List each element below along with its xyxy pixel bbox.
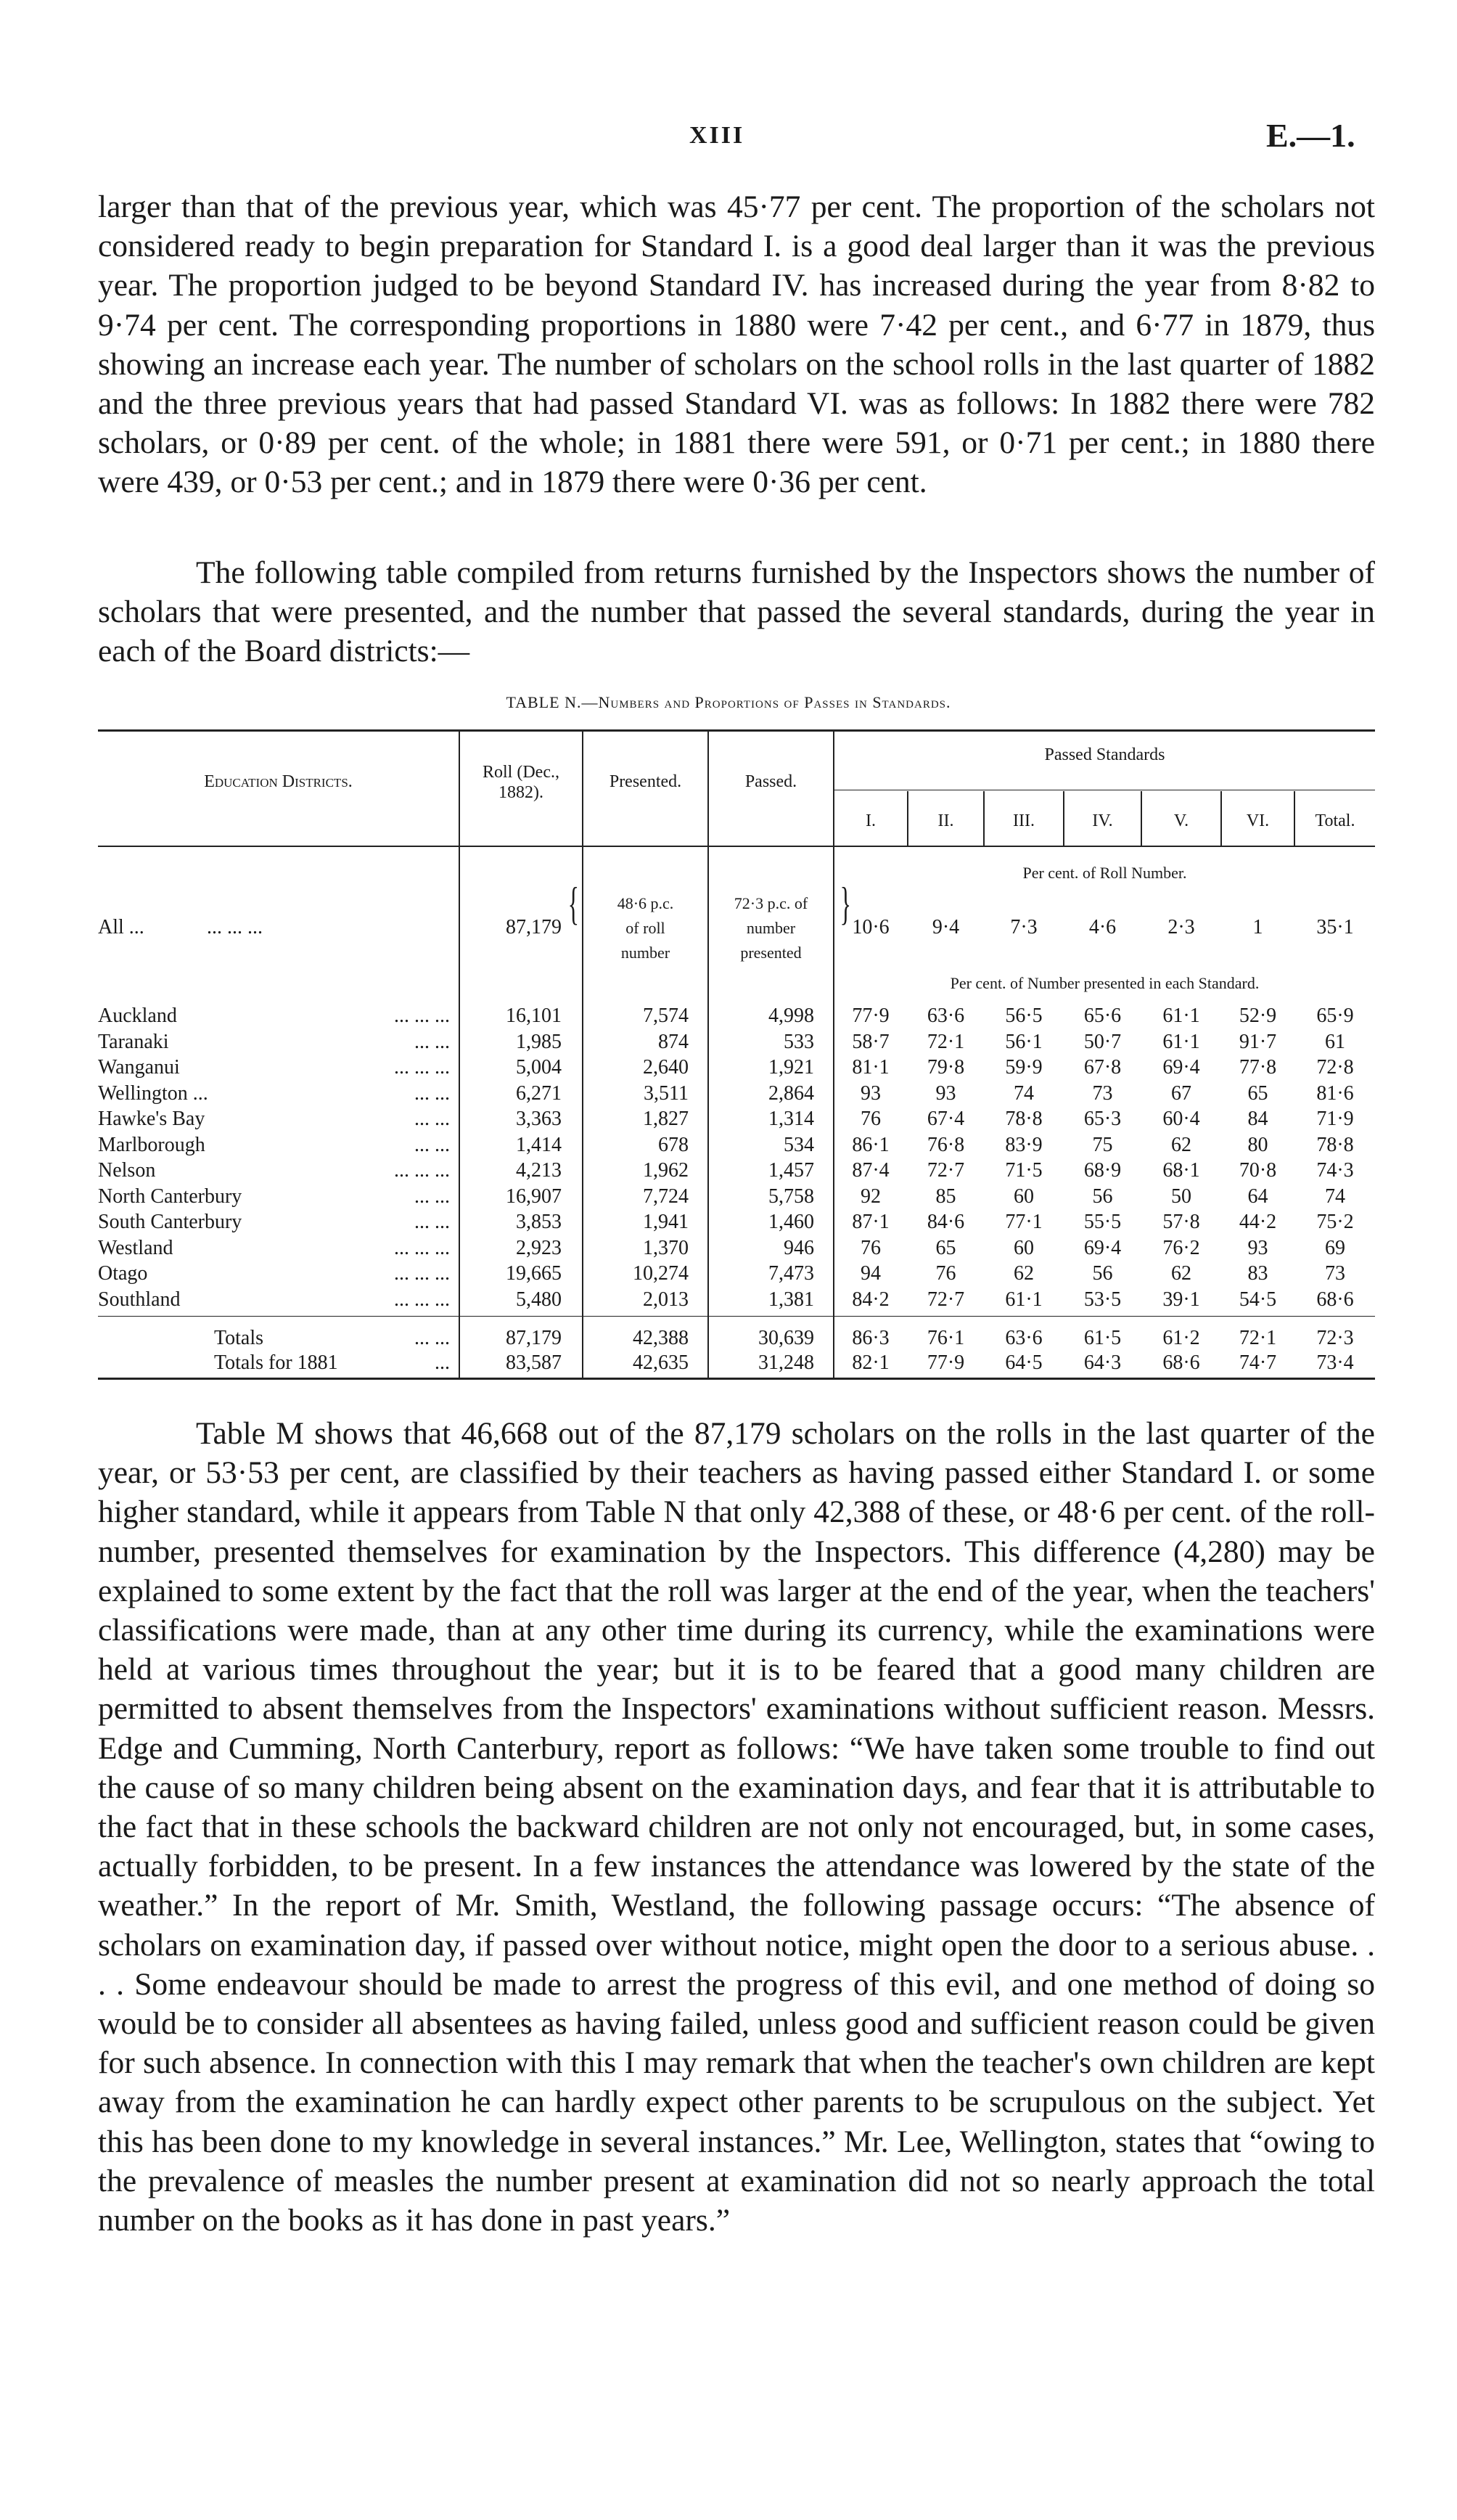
document-code: E.—1.	[1266, 117, 1355, 154]
brace-right: }	[840, 878, 852, 929]
leader-dots: ... ... ...	[394, 1288, 450, 1311]
header-standard: Total.	[1315, 811, 1355, 830]
standard-pct: 65·3	[1083, 1108, 1122, 1130]
totals-label: Totals for 1881	[214, 1351, 338, 1374]
standard-pct: 77·9	[852, 1005, 890, 1027]
standard-pct: 69	[1325, 1237, 1345, 1259]
roll-value: 16,101	[506, 1005, 562, 1027]
standard-pct: 63·6	[1005, 1327, 1043, 1349]
standard-pct: 84	[1247, 1108, 1268, 1130]
standard-pct: 74·7	[1239, 1351, 1277, 1374]
standard-pct: 57·8	[1162, 1211, 1200, 1233]
presented-value: 1,827	[643, 1108, 689, 1130]
roll-value: 3,853	[516, 1211, 562, 1233]
roll-value: 1,414	[516, 1134, 562, 1156]
district-name: South Canterbury	[98, 1211, 242, 1233]
roll-value: 87,179	[506, 1327, 562, 1349]
standard-pct: 68·6	[1316, 1288, 1354, 1311]
standard-pct: 71·5	[1005, 1159, 1043, 1182]
standard-pct: 75·2	[1316, 1211, 1354, 1233]
roll-value: 3,363	[516, 1108, 562, 1130]
standard-pct: 61·1	[1162, 1031, 1200, 1053]
standard-pct: 75	[1092, 1134, 1113, 1156]
presented-value: 1,370	[643, 1237, 689, 1259]
standard-pct: 73	[1325, 1262, 1345, 1285]
standard-pct: 87·4	[852, 1159, 890, 1182]
standard-pct: 73	[1092, 1082, 1113, 1105]
district-name: North Canterbury	[98, 1185, 242, 1208]
page-number: XIII	[689, 122, 745, 149]
standard-pct: 55·5	[1083, 1211, 1122, 1233]
standard-pct: 56·5	[1005, 1005, 1043, 1027]
standard-pct: 68·9	[1083, 1159, 1122, 1182]
passed-value: 4,998	[768, 1005, 814, 1027]
table-caption-title: Numbers and Proportions of Passes in Standards.	[598, 693, 951, 711]
standard-pct: 92	[861, 1185, 881, 1208]
standard-pct: 73·4	[1316, 1351, 1354, 1374]
standard-pct: 93	[1247, 1237, 1268, 1259]
standard-pct: 83·9	[1005, 1134, 1043, 1156]
passed-value: 1,314	[768, 1108, 814, 1130]
standard-pct: 61·2	[1162, 1327, 1200, 1349]
standard-pct: 76·8	[927, 1134, 965, 1156]
leader-dots: ... ... ...	[394, 1005, 450, 1027]
standard-pct: 83	[1247, 1262, 1268, 1285]
district-name: Hawke's Bay	[98, 1108, 205, 1130]
standard-pct: 56	[1092, 1185, 1113, 1208]
leader-dots: ... ...	[414, 1082, 450, 1105]
district-name: Marlborough	[98, 1134, 205, 1156]
standard-pct: 72·1	[1239, 1327, 1277, 1349]
presented-value: 1,962	[643, 1159, 689, 1182]
all-row-value: 1	[1252, 916, 1263, 938]
all-row-presented	[583, 891, 707, 965]
totals-label: Totals	[214, 1327, 264, 1349]
leader-dots: ... ... ...	[394, 1159, 450, 1182]
standard-pct: 53·5	[1083, 1288, 1122, 1311]
leader-dots: ... ...	[414, 1211, 450, 1233]
standard-pct: 93	[935, 1082, 956, 1105]
standard-pct: 72·7	[927, 1288, 965, 1311]
leader-dots: ... ... ...	[394, 1237, 450, 1259]
standard-pct: 58·7	[852, 1031, 890, 1053]
all-row-presented-line: number	[620, 944, 670, 962]
roll-value: 6,271	[516, 1082, 562, 1105]
standard-pct: 64	[1247, 1185, 1268, 1208]
presented-value: 678	[658, 1134, 689, 1156]
standard-pct: 62	[1171, 1262, 1191, 1285]
standard-pct: 70·8	[1239, 1159, 1277, 1182]
passed-value: 30,639	[758, 1327, 814, 1349]
standard-pct: 60	[1014, 1185, 1034, 1208]
standard-pct: 93	[861, 1082, 881, 1105]
standard-pct: 69·4	[1083, 1237, 1122, 1259]
note-roll-number: Per cent. of Roll Number.	[1022, 864, 1187, 882]
standard-pct: 76·2	[1162, 1237, 1200, 1259]
standard-pct: 78·8	[1005, 1108, 1043, 1130]
roll-value: 16,907	[506, 1185, 562, 1208]
district-name: Nelson	[98, 1159, 156, 1182]
roll-value: 5,004	[516, 1056, 562, 1079]
passed-value: 7,473	[768, 1262, 814, 1285]
all-row-passed-line: 72·3 p.c. of	[734, 894, 808, 912]
standard-pct: 65·9	[1316, 1005, 1354, 1027]
header-presented: Presented.	[609, 772, 682, 791]
district-name: Wellington ...	[98, 1082, 208, 1105]
passed-value: 31,248	[758, 1351, 814, 1374]
header-standard: IV.	[1092, 811, 1113, 830]
header-passed: Passed.	[744, 772, 797, 791]
all-row-passed-line: number	[746, 919, 796, 937]
standard-pct: 74	[1014, 1082, 1034, 1105]
header-passed-standards: Passed Standards	[1044, 745, 1165, 764]
standard-pct: 59·9	[1005, 1056, 1043, 1079]
header-standard: VI.	[1246, 811, 1270, 830]
standard-pct: 80	[1247, 1134, 1268, 1156]
header-bottom-rule	[98, 846, 1375, 847]
standard-pct: 72·1	[927, 1031, 965, 1053]
standard-pct: 68·1	[1162, 1159, 1200, 1182]
roll-value: 2,923	[516, 1237, 562, 1259]
header-standard: V.	[1173, 811, 1189, 830]
presented-value: 3,511	[644, 1082, 689, 1105]
leader-dots: ... ...	[414, 1108, 450, 1130]
leader-dots: ... ...	[414, 1031, 450, 1053]
standard-pct: 74·3	[1316, 1159, 1354, 1182]
standard-pct: 79·8	[927, 1056, 965, 1079]
all-row-presented-line: 48·6 p.c.	[617, 894, 674, 912]
passed-value: 1,457	[768, 1159, 814, 1182]
standard-pct: 62	[1014, 1262, 1034, 1285]
standard-pct: 64·3	[1083, 1351, 1122, 1374]
standard-pct: 76·1	[927, 1327, 965, 1349]
standard-pct: 81·6	[1316, 1082, 1354, 1105]
passed-value: 534	[784, 1134, 814, 1156]
standard-pct: 54·5	[1239, 1288, 1277, 1311]
passed-value: 1,921	[768, 1056, 814, 1079]
standard-pct: 67	[1171, 1082, 1191, 1105]
leader-dots: ... ... ...	[394, 1262, 450, 1285]
standard-pct: 85	[935, 1185, 956, 1208]
all-row-value: 10·6	[852, 916, 890, 938]
passed-value: 2,864	[768, 1082, 814, 1105]
standard-pct: 56·1	[1005, 1031, 1043, 1053]
header-standard: I.	[866, 811, 876, 830]
leader-dots: ... ...	[414, 1327, 450, 1349]
standard-pct: 77·1	[1005, 1211, 1043, 1233]
presented-value: 7,724	[643, 1185, 689, 1208]
presented-value: 7,574	[643, 1005, 689, 1027]
presented-value: 874	[658, 1031, 689, 1053]
standard-pct: 69·4	[1162, 1056, 1200, 1079]
standard-pct: 76	[861, 1108, 881, 1130]
standard-pct: 94	[861, 1262, 881, 1285]
presented-value: 42,635	[633, 1351, 689, 1374]
all-row-value: 9·4	[932, 916, 960, 938]
standard-pct: 65	[1247, 1082, 1268, 1105]
standard-pct: 86·1	[852, 1134, 890, 1156]
standard-pct: 84·6	[927, 1211, 965, 1233]
passed-value: 1,381	[768, 1288, 814, 1311]
standard-pct: 82·1	[852, 1351, 890, 1374]
standard-pct: 61·5	[1083, 1327, 1122, 1349]
standard-pct: 81·1	[852, 1056, 890, 1079]
all-row-value: 35·1	[1316, 916, 1354, 938]
table-caption	[0, 693, 1457, 712]
standard-pct: 68·6	[1162, 1351, 1200, 1374]
header-standard: II.	[937, 811, 954, 830]
presented-value: 2,640	[643, 1056, 689, 1079]
all-row-presented-line: of roll	[625, 919, 665, 937]
brace-left: {	[567, 878, 580, 929]
standard-pct: 84·2	[852, 1288, 890, 1311]
table-top-rule	[98, 729, 1375, 732]
header-districts: Education Districts.	[204, 772, 353, 791]
roll-value: 19,665	[506, 1262, 562, 1285]
standard-pct: 61·1	[1162, 1005, 1200, 1027]
all-row-value: 4·6	[1088, 916, 1117, 938]
district-name: Westland	[98, 1237, 173, 1259]
standard-pct: 65·6	[1083, 1005, 1122, 1027]
standard-pct: 76	[861, 1237, 881, 1259]
standard-pct: 67·4	[927, 1108, 965, 1130]
paragraph-2: The following table compiled from returns furnished by the Inspectors shows the number of scholars that were presented, and the number that passed the several standards, during the year in each of the Board districts:—	[98, 555, 1375, 669]
district-name: Otago	[98, 1262, 148, 1285]
standard-pct: 87·1	[852, 1211, 890, 1233]
all-row-dots: ... ... ...	[207, 916, 263, 938]
standard-pct: 76	[935, 1262, 956, 1285]
standard-pct: 50	[1171, 1185, 1191, 1208]
passed-value: 533	[784, 1031, 814, 1053]
leader-dots: ... ... ...	[394, 1056, 450, 1079]
district-name: Taranaki	[98, 1031, 169, 1053]
leader-dots: ... ...	[414, 1134, 450, 1156]
all-row-label: All ...	[98, 916, 144, 938]
header-standard: III.	[1013, 811, 1035, 830]
roll-value: 4,213	[516, 1159, 562, 1182]
standard-pct: 64·5	[1005, 1351, 1043, 1374]
all-row-passed-line: presented	[740, 944, 802, 962]
standard-pct: 91·7	[1239, 1031, 1277, 1053]
standard-pct: 62	[1171, 1134, 1191, 1156]
note-presented: Per cent. of Number presented in each Standard.	[950, 974, 1260, 992]
standard-pct: 77·8	[1239, 1056, 1277, 1079]
passed-value: 1,460	[768, 1211, 814, 1233]
roll-value: 1,985	[516, 1031, 562, 1053]
district-name: Auckland	[98, 1005, 177, 1027]
standard-pct: 61	[1325, 1031, 1345, 1053]
all-row-roll: 87,179	[506, 916, 562, 938]
standard-pct: 44·2	[1239, 1211, 1277, 1233]
leader-dots: ... ...	[414, 1185, 450, 1208]
standard-pct: 61·1	[1005, 1288, 1043, 1311]
standard-pct: 72·3	[1316, 1327, 1354, 1349]
presented-value: 42,388	[633, 1327, 689, 1349]
table-bottom-rule	[98, 1378, 1375, 1380]
standard-pct: 78·8	[1316, 1134, 1354, 1156]
standard-pct: 50·7	[1083, 1031, 1122, 1053]
district-name: Wanganui	[98, 1056, 180, 1079]
standard-pct: 65	[935, 1237, 956, 1259]
standard-pct: 71·9	[1316, 1108, 1354, 1130]
presented-value: 1,941	[643, 1211, 689, 1233]
standard-pct: 67·8	[1083, 1056, 1122, 1079]
standard-pct: 56	[1092, 1262, 1113, 1285]
all-row-value: 2·3	[1167, 916, 1195, 938]
standard-pct: 60·4	[1162, 1108, 1200, 1130]
standard-pct: 39·1	[1162, 1288, 1200, 1311]
standard-pct: 52·9	[1239, 1005, 1277, 1027]
passed-value: 946	[784, 1237, 814, 1259]
all-row-value: 7·3	[1010, 916, 1038, 938]
passed-value: 5,758	[768, 1185, 814, 1208]
standard-pct: 86·3	[852, 1327, 890, 1349]
header-roll: Roll (Dec., 1882).	[483, 763, 559, 802]
roll-value: 83,587	[506, 1351, 562, 1374]
standard-pct: 60	[1014, 1237, 1034, 1259]
district-name: Southland	[98, 1288, 181, 1311]
standard-pct: 63·6	[927, 1005, 965, 1027]
table-caption-prefix: TABLE N.—	[506, 693, 599, 711]
totals-top-rule	[98, 1316, 1375, 1317]
roll-value: 5,480	[516, 1288, 562, 1311]
presented-value: 10,274	[633, 1262, 689, 1285]
standard-pct: 77·9	[927, 1351, 965, 1374]
all-row-passed	[709, 891, 833, 965]
standard-pct: 74	[1325, 1185, 1345, 1208]
leader-dots: ...	[435, 1351, 450, 1374]
paragraph-3: Table M shows that 46,668 out of the 87,179 scholars on the rolls in the last quarter of the year, or 53·53 per cent, are classified by their teachers as having passed either Standard I. or some higher standard, while it appears from Table N that only 42,388 of these, or 48·6 per cent. of the roll-number, presented themselves for examination by the Inspectors. This difference (4,280) may be explained to some extent by the fact that the roll was larger at the end of the year, when the teachers' classifications were made, than at any other time during its currency, while the examinations were held at various times throughout the year; but it is to be feared that a good many children are permitted to absent themselves from the Inspectors' examinations without sufficient reason. Messrs. Edge and Cumming, North Canterbury, report as follows: “We have taken some trouble to find out the cause of so many children being absent on the examination days, and fear that it is attributable to the fact that in these schools the backward children are not only not encouraged, but, in some cases, actually forbidden, to be present. In a few instances the attendance was lowered by the state of the weather.” In the report of Mr. Smith, Westland, the following passage occurs: “The absence of scholars on examination day, if passed over without notice, might open the door to a serious abuse. . . . Some endeavour should be made to arrest the progress of this evil, and one method of doing so would be to consider all absentees as having failed, unless good and sufficient reason could be given for such absence. In connection with this I may remark that when the teacher's own children are kept away from the examination he can hardly expect other parents to be scrupulous on the subject. Yet this has been done to my knowledge in several instances.” Mr. Lee, Wellington, states that “owing to the prevalence of measles the number present at examination did not so nearly approach the total number on the books as it has done in past years.”	[98, 1416, 1375, 2238]
paragraph-1: larger than that of the previous year, which was 45·77 per cent. The proportion of the scholars not considered ready to begin preparation for Standard I. is a good deal larger than it was the previous year. The proportion judged to be beyond Standard IV. has increased during the year from 8·82 to 9·74 per cent. The corresponding proportions in 1880 were 7·42 per cent., and 6·77 in 1879, thus showing an increase each year. The number of scholars on the school rolls in the last quarter of 1882 and the three previous years that had passed Standard VI. was as follows: In 1882 there were 782 scholars, or 0·89 per cent. of the whole; in 1881 there were 591, or 0·71 per cent.; in 1880 there were 439, or 0·53 per cent.; and in 1879 there were 0·36 per cent.	[98, 189, 1375, 500]
standard-pct: 72·8	[1316, 1056, 1354, 1079]
presented-value: 2,013	[643, 1288, 689, 1311]
standard-pct: 72·7	[927, 1159, 965, 1182]
